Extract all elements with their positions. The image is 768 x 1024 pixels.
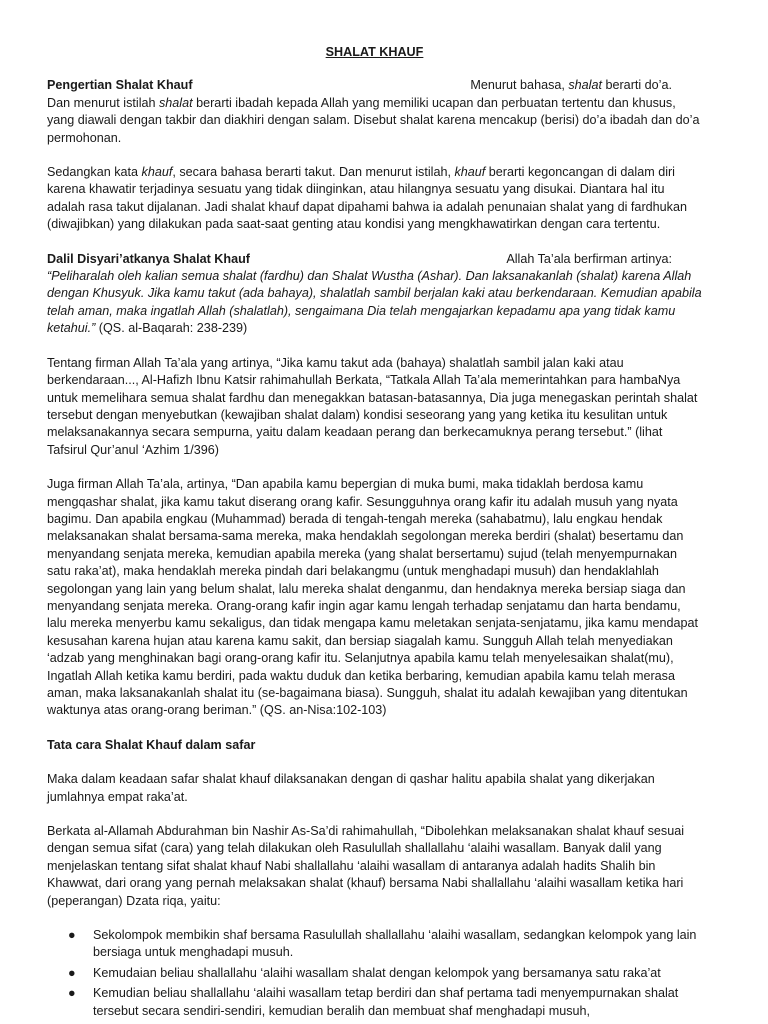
paragraph-sadi: Berkata al-Allamah Abdurahman bin Nashir As-Sa’di rahimahullah, “Dibolehkan melaksanakan shalat khauf sesuai dengan semua sifat (cara) yang telah dilakukan oleh Rasulullah shallallahu ‘alaihi wasallam. Banyak dalil yang menjelaskan tentang sifat shalat khauf Nabi shallallahu ‘alaihi wasallam di antaranya adalah hadits Shalih bin Khawwat, dari orang yang pernah melaksakan shalat (khauf) bersama Nabi shallallahu ‘alaihi wasallam ketika hari (peperangan) Dzata riqa, yaitu: [47,824,685,908]
document-body [47,44,702,1023]
paragraph-annisa: Juga firman Allah Ta’ala, artinya, “Dan apabila kamu bepergian di muka bumi, maka tidaklah berdosa kamu mengqashar shalat, jika kamu takut diserang orang kafir. Sesungguhnya orang kafir itu adalah musuh yang nyata bagimu. Dan apabila engkau (Muhammad) berada di tengah-tengah mereka (sahabatmu), lalu engkau hendak melaksanakan shalat bersama-sama mereka, maka hendaklah segolongan mereka berdiri (shalat) besertamu dan menyandang senjata mereka, kemudian apabila mereka (yang shalat bersertamu) sujud (telah menyempurnakan satu raka’at), maka hendaklah mereka pindah dari belakangmu (untuk menghadapi musuh) dan hendaklahlah segolongan yang lain yang belum shalat, lalu mereka shalat denganmu, dan hendaknya mereka bersiap siaga dan menyandang senjata mereka. Orang-orang kafir ingin agar kamu lengah terhadap senjatamu dan harta bendamu, lalu mereka menyerbu kamu sekaligus, dan tidak mengapa kamu meletakan senjata-senjatamu, jika kamu mendapat kesusahan karena hujan atau karena kamu sakit, dan bersiap siagalah kamu. Sungguh Allah telah menyediakan ‘adzab yang menghinakan bagi orang-orang kafir itu. Selanjutnya apabila kamu telah menyelesaikan shalat(mu), Ingatlah Allah ketika kamu berdiri, pada waktu duduk dan ketika berbaring, kemudian apabila kamu telah merasa aman, maka laksanakanlah shalat itu (se-bagaimana biasa). Sungguh, shalat itu adalah kewajiban yang ditentukan waktunya atas orang-orang beriman.” (QS. an-Nisa:102-103) [47,477,699,718]
paragraph-safar: Maka dalam keadaan safar shalat khauf dilaksanakan dengan di qashar halitu apabila shalat yang dikerjakan jumlahnya empat raka’at. [47,772,655,804]
quran-reference: (QS. al-Baqarah: 238-239) [95,321,248,336]
list-item: ● Kemudian beliau shallallahu ‘alaihi wasallam tetap berdiri dan shaf pertama tadi menyempurnakan shalat tersebut secara sendiri-sendiri, kemudian beralih dan membuat shaf menghadapi musuh, [68,986,679,1018]
paragraph-definition: Dan menurut istilah shalat berarti ibadah kepada Allah yang memiliki ucapan dan perbuatan tertentu dan khusus, yang diawali dengan takbir dan diakhiri dengan salam. Disebut shalat karena mencakup (berisi) do’a ibadah dan do’a permohonan. [47,95,700,145]
definition-lead: Menurut bahasa, shalat berarti do’a. [470,78,672,93]
section-heading: Dalil Disyari’atkanya Shalat Khauf [47,251,250,266]
bullet-icon: ● [68,928,76,943]
bullet-icon: ● [68,965,76,980]
list-item: ● Kemudaian beliau shallallahu ‘alaihi wasallam shalat dengan kelompok yang bersamanya satu raka’at [47,965,702,982]
page-title: SHALAT KHAUF [325,45,424,59]
section-header-row [47,77,702,94]
bullet-list [47,927,702,1020]
section-heading: Tata cara Shalat Khauf dalam safar [47,737,256,752]
quote-lead: Allah Ta’ala berfirman artinya: [506,251,672,266]
paragraph-tafsir: Tentang firman Allah Ta’ala yang artinya, “Jika kamu takut ada (bahaya) shalatlah sambil jalan kaki atau berkendaraan..., Al-Hafizh Ibnu Katsir rahimahullah Berkata, “Tatkala Allah Ta’ala memerintahkan para hambaNya untuk memelihara semua shalat fardhu dan menegakkan batasan-batasannya, Dia juga menegaskan perintah shalat tersebut dengan menyebutkan (kewajiban shalat dalam) kondisi seseorang yang yang ketika itu kesulitan untuk melaksanakannya secara sempurna, yaitu dalam keadaan perang dan berkecamuknya perang tersebut.” (lihat Tafsirul Qur’anul ‘Azhim 1/396) [47,355,698,457]
paragraph-quote [47,268,702,338]
section-header-row [47,251,702,268]
section-heading: Pengertian Shalat Khauf [47,78,193,93]
quran-quote: “Peliharalah oleh kalian semua shalat (fardhu) dan Shalat Wustha (Ashar). Dan laksanakanlah (shalat) karena Allah dengan Khusyuk. Jika kamu takut (ada bahaya), shalatlah sambil berjalan kaki atau berkendaraan. Kemudian apabila telah aman, maka ingatlah Allah (shalatlah), sengaimana Dia telah mengajarkan kepadamu apa yang tidak kamu ketahui.” [47,269,702,336]
bullet-icon: ● [68,986,76,1001]
list-item: ● Sekolompok membikin shaf bersama Rasulullah shallallahu ‘alaihi wasallam, sedangkan kelompok yang lain bersiaga untuk menghadapi musuh. [68,928,697,960]
paragraph-khauf: Sedangkan kata khauf, secara bahasa berarti takut. Dan menurut istilah, khauf berarti kegoncangan di dalam diri karena khawatir terjadinya sesuatu yang tidak diinginkan, atau hilangnya sesuatu yang disukai. Diantara hal itu adalah rasa takut dijalanan. Jadi shalat khauf dapat dipahami bahwa ia adalah penunaian shalat yang di fardhukan (diwajibkan) yang dilakukan pada saat-saat genting atau kondisi yang mengkhawatirkan dengan cara tertentu. [47,165,687,232]
